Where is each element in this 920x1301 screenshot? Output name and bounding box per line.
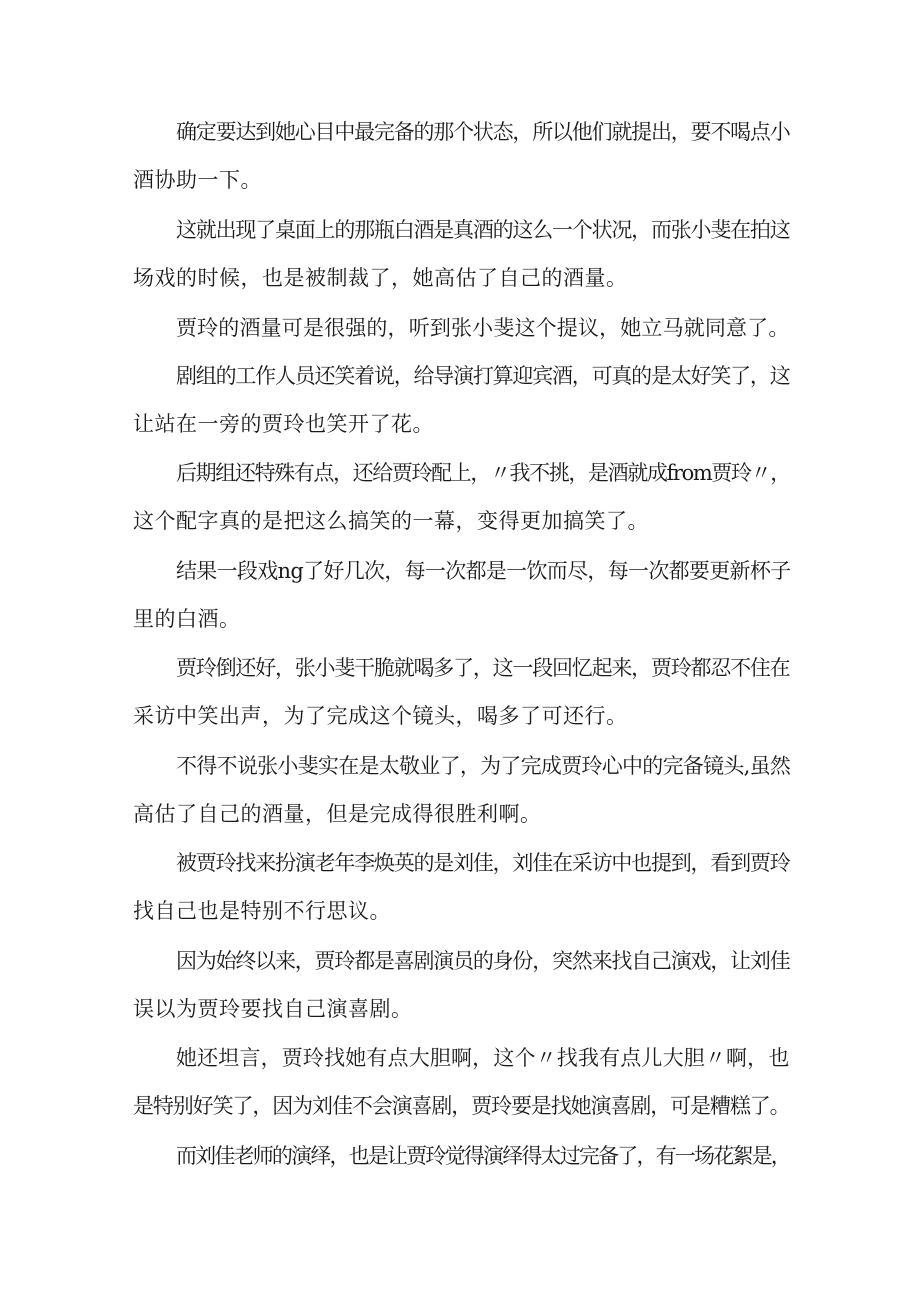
text-line: 里的白酒。 — [133, 607, 241, 631]
text-line: 酒协助一下。 — [133, 168, 262, 192]
text-line: 后期组还特殊有点，还给贾玲配上，〃我不挑，是酒就成from贾玲〃， — [176, 461, 790, 485]
text-line: 采访中笑出声，为了完成这个镜头，喝多了可还行。 — [133, 704, 628, 728]
text-line: 这个配字真的是把这么搞笑的一幕，变得更加搞笑了。 — [133, 509, 649, 533]
text-line: 让站在一旁的贾玲也笑开了花。 — [133, 412, 434, 436]
text-line: 贾玲的酒量可是很强的，听到张小斐这个提议，她立马就同意了。 — [176, 316, 790, 340]
text-line: 她还坦言，贾玲找她有点大胆啊，这个〃找我有点儿大胆〃啊，也 — [176, 1046, 790, 1070]
text-line: 误以为贾玲要找自己演喜剧。 — [133, 997, 413, 1021]
text-line: 不得不说张小斐实在是太敬业了，为了完成贾玲心中的完备镜头,虽然 — [176, 754, 791, 778]
text-line: 这就出现了桌面上的那瓶白酒是真酒的这么一个状况，而张小斐在拍这 — [176, 218, 790, 242]
text-line: 结果一段戏ng了好几次，每一次都是一饮而尽，每一次都要更新杯子 — [176, 559, 791, 583]
text-line: 剧组的工作人员还笑着说，给导演打算迎宾酒，可真的是太好笑了，这 — [176, 364, 790, 388]
text-line: 确定要达到她心目中最完备的那个状态，所以他们就提出，要不喝点小 — [176, 120, 790, 144]
text-line: 贾玲倒还好，张小斐干脆就喝多了，这一段回忆起来，贾玲都忍不住在 — [176, 656, 790, 680]
text-line: 因为始终以来，贾玲都是喜剧演员的身份，突然来找自己演戏，让刘佳 — [176, 949, 790, 973]
text-line: 场戏的时候，也是被制裁了，她高估了自己的酒量。 — [133, 266, 628, 290]
text-line: 高估了自己的酒量，但是完成得很胜利啊。 — [133, 802, 542, 826]
text-line: 是特别好笑了，因为刘佳不会演喜剧，贾玲要是找她演喜剧，可是糟糕了。 — [133, 1094, 790, 1118]
text-line: 找自己也是特别不行思议。 — [133, 899, 391, 923]
text-line: 而刘佳老师的演绎，也是让贾玲觉得演绎得太过完备了，有一场花絮是， — [176, 1144, 790, 1168]
text-line: 被贾玲找来扮演老年李焕英的是刘佳，刘佳在采访中也提到，看到贾玲 — [176, 851, 790, 875]
